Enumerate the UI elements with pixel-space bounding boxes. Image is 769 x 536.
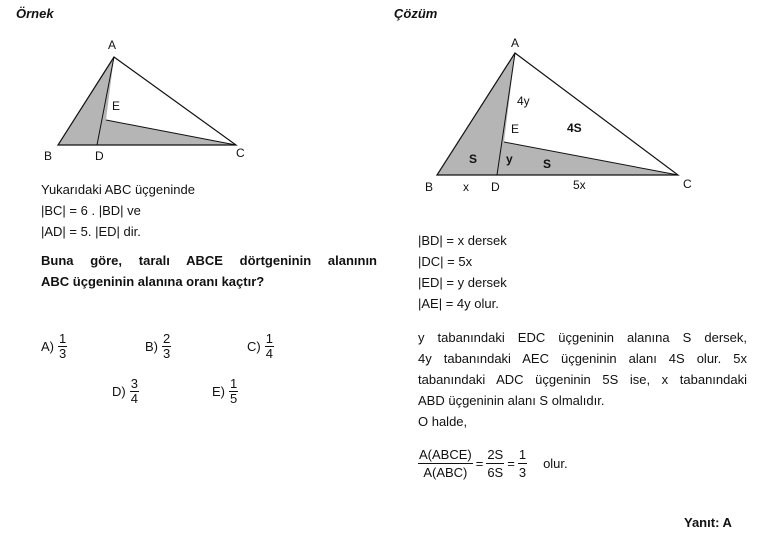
label-a: A (511, 36, 520, 50)
solution-triangle-figure (0, 0, 769, 200)
definition-line: |BD| = x dersek (418, 233, 507, 248)
label-e: E (511, 122, 520, 136)
label-a: A (108, 38, 117, 52)
paragraph-line: ABD üçgeninin alanı S olmalıdır. (418, 393, 605, 408)
option-label: C) (247, 339, 261, 354)
paragraph-line: y tabanındaki EDC üçgeninin alanına S dersek, (418, 330, 747, 345)
paragraph-line: 4y tabanındaki AEC üçgeninin alanı 4S olur. 5x (418, 351, 747, 366)
example-question (41, 250, 377, 292)
option-d[interactable] (112, 377, 139, 406)
equals-sign: = (475, 456, 484, 471)
label-s-left: S (469, 152, 478, 166)
label-b: B (44, 149, 53, 163)
label-4y: 4y (517, 94, 530, 108)
equals-sign: = (507, 456, 515, 471)
option-fraction: $\frac{1}{4}$ (265, 331, 273, 361)
label-e: E (112, 99, 121, 113)
question-line: Buna göre, taralı ABCE dörtgeninin alanının (41, 253, 377, 268)
paragraph-line: tabanındaki ADC üçgeninin 5S ise, x tabanındaki (418, 372, 747, 387)
example-heading: Örnek (16, 6, 54, 21)
label-d: D (491, 180, 500, 194)
solution-definitions (418, 230, 507, 314)
option-c[interactable] (247, 332, 274, 361)
label-c: C (683, 177, 692, 191)
definition-line: |AE| = 4y olur. (418, 296, 499, 311)
option-fraction: $\frac{3}{4}$ (130, 376, 138, 406)
question-line: ABC üçgeninin alanına oranı kaçtır? (41, 274, 265, 289)
label-s-right: S (543, 157, 552, 171)
solution-heading: Çözüm (394, 6, 438, 21)
option-label: E) (212, 384, 225, 399)
given-line: Yukarıdaki ABC üçgeninde (41, 182, 195, 197)
definition-line: |DC| = 5x (418, 254, 473, 269)
option-a[interactable] (41, 332, 67, 361)
definition-line: |ED| = y dersek (418, 275, 507, 290)
option-fraction: $\frac{2}{3}$ (163, 331, 171, 361)
label-y: y (506, 152, 513, 166)
label-b: B (425, 180, 434, 194)
option-label: D) (112, 384, 126, 399)
fraction-one-third: $\frac{1}{3}$ (518, 447, 527, 480)
given-line: |BC| = 6 . |BD| ve (41, 203, 141, 218)
label-4s: 4S (567, 121, 582, 135)
label-5x: 5x (573, 178, 586, 192)
option-b[interactable] (145, 332, 171, 361)
option-fraction: $\frac{1}{5}$ (230, 376, 238, 406)
answer-text: Yanıt: A (684, 515, 732, 530)
fraction-abce-over-abc: $\frac{\text{A(ABCE)}}{\text{A(ABC)}}$ (419, 447, 472, 480)
option-label: B) (145, 339, 158, 354)
ratio-equation (418, 446, 568, 481)
given-line: |AD| = 5. |ED| dir. (41, 224, 141, 239)
equation-tail: olur. (543, 456, 568, 471)
o-halde-line: O halde, (418, 414, 468, 429)
option-fraction: $\frac{1}{3}$ (59, 331, 67, 361)
option-label: A) (41, 339, 54, 354)
option-e[interactable] (212, 377, 238, 406)
solution-paragraph (418, 327, 747, 432)
label-x: x (463, 180, 469, 194)
label-d: D (95, 149, 104, 163)
fraction-2s-over-6s: $\frac{2S}{6S}$ (487, 447, 504, 480)
label-c: C (236, 146, 245, 160)
